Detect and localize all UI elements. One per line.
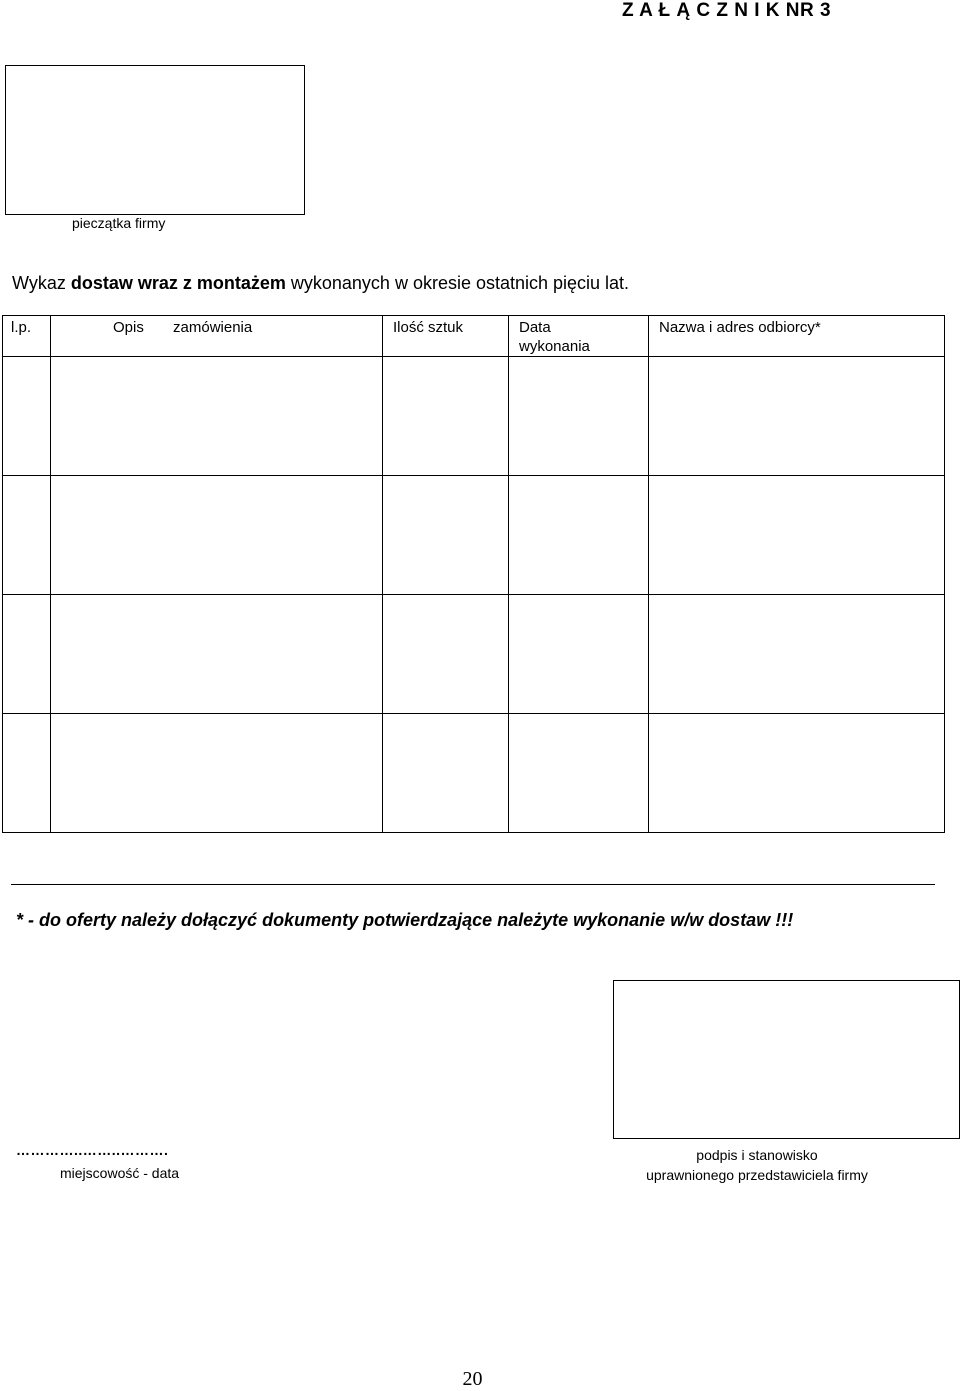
cell-quantity[interactable]	[383, 476, 509, 595]
cell-lp[interactable]	[3, 357, 51, 476]
cell-date[interactable]	[509, 714, 649, 833]
header-lp: l.p.	[3, 316, 51, 357]
header-quantity: Ilość sztuk	[383, 316, 509, 357]
header-description: Opis zamówienia	[51, 316, 383, 357]
footnote: * - do oferty należy dołączyć dokumenty potwierdzające należyte wykonanie w/w dostaw !!!	[16, 910, 794, 930]
cell-description[interactable]	[51, 357, 383, 476]
cell-quantity[interactable]	[383, 595, 509, 714]
heading-suffix: wykonanych w okresie ostatnich pięciu lat.	[285, 273, 630, 293]
document-heading	[12, 273, 629, 294]
header-date	[509, 316, 649, 357]
separator-line	[11, 884, 935, 885]
cell-quantity[interactable]	[383, 357, 509, 476]
heading-bold: dostaw wraz z montażem	[70, 273, 286, 293]
heading-prefix: Wykaz	[12, 273, 71, 293]
table-row	[3, 476, 945, 595]
place-date-dots: …………..……..……….	[16, 1142, 169, 1158]
cell-lp[interactable]	[3, 595, 51, 714]
header-recipient: Nazwa i adres odbiorcy*	[649, 316, 945, 357]
table-row	[3, 714, 945, 833]
signature-box	[613, 980, 960, 1139]
place-date-label: miejscowość - data	[60, 1165, 180, 1181]
cell-recipient[interactable]	[649, 357, 945, 476]
signature-caption-line1: podpis i stanowisko	[696, 1147, 818, 1163]
deliveries-table	[2, 315, 945, 833]
cell-lp[interactable]	[3, 476, 51, 595]
company-stamp-box	[5, 65, 305, 215]
cell-recipient[interactable]	[649, 714, 945, 833]
page-number: 20	[462, 1368, 483, 1390]
cell-date[interactable]	[509, 357, 649, 476]
cell-recipient[interactable]	[649, 595, 945, 714]
cell-quantity[interactable]	[383, 714, 509, 833]
cell-lp[interactable]	[3, 714, 51, 833]
header-date-line2: wykonania	[519, 338, 590, 355]
cell-date[interactable]	[509, 476, 649, 595]
attachment-title: Z A Ł Ą C Z N I K NR 3	[622, 0, 832, 21]
cell-description[interactable]	[51, 714, 383, 833]
cell-description[interactable]	[51, 476, 383, 595]
table-row	[3, 357, 945, 476]
table-row	[3, 595, 945, 714]
header-date-line1: Data	[519, 319, 551, 336]
table-header-row	[3, 316, 945, 357]
cell-description[interactable]	[51, 595, 383, 714]
signature-caption	[613, 1145, 901, 1185]
cell-date[interactable]	[509, 595, 649, 714]
cell-recipient[interactable]	[649, 476, 945, 595]
company-stamp-label: pieczątka firmy	[72, 215, 166, 231]
signature-caption-line2: uprawnionego przedstawiciela firmy	[646, 1167, 868, 1183]
